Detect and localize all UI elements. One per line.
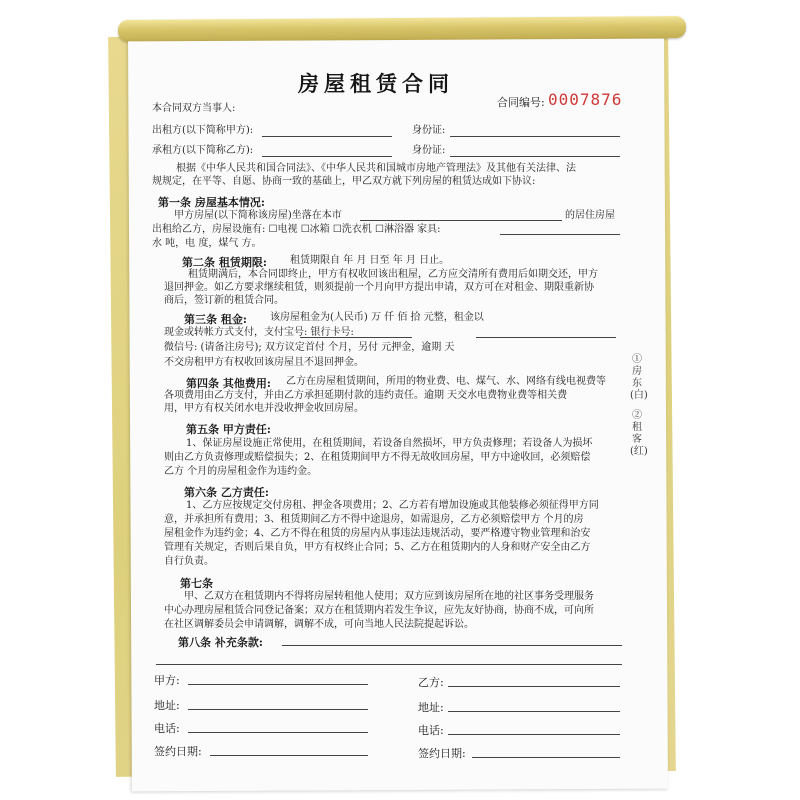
page-title: 房屋租赁合同 xyxy=(298,71,454,96)
art3-heading: 第三条 租金: xyxy=(184,313,247,326)
lessor-id-field[interactable] xyxy=(450,136,620,137)
art2-heading: 第二条 租赁期限: xyxy=(182,256,267,269)
art7-text: 在社区调解委员会申请调解，调解不成，可向当地人民法院提起诉讼。 xyxy=(164,619,474,630)
art3-text: 微信号: (请备注房号); 双方议定首付 个月，另付 元押金，逾期 天 xyxy=(164,342,455,353)
lessor-field[interactable] xyxy=(262,136,392,137)
art2-text: 租赁期限自 年 月 日至 年 月 日止。 xyxy=(290,255,450,266)
preamble-line: 规规定，在平等、自愿、协商一致的基础上，甲乙双方就下列房屋的租赁达成如下协议: xyxy=(152,176,536,187)
art3-text: 不交房租甲方有权收回该房屋且不退回押金。 xyxy=(164,357,364,368)
art7-text: 中心办理房屋租赁合同登记备案；双方在租赁期内若发生争议，应先友好协商，协商不成，可向所 xyxy=(164,605,594,616)
furniture-field[interactable] xyxy=(500,234,620,235)
art1-heading: 第一条 房屋基本情况: xyxy=(158,196,265,209)
art7-heading: 第七条 xyxy=(180,577,213,590)
art2-text: 退回押金。如乙方要求继续租赁，则须提前一个月向甲方提出申请，双方可在对租金、期限重新协 xyxy=(164,282,594,293)
party-a-date-field[interactable] xyxy=(210,755,368,756)
art1-text: 甲方房屋(以下简称该房屋)坐落在本市 xyxy=(174,210,342,221)
party-b-date-field[interactable] xyxy=(472,757,620,758)
party-b-field[interactable] xyxy=(448,686,620,687)
lessee-id-label: 身份证: xyxy=(412,145,446,156)
art7-text: 甲、乙双方在租赁期内不得将房屋转租他人使用；双方应到该房屋所在地的社区事务受理服务 xyxy=(184,591,594,602)
art8-heading: 第八条 补充条款: xyxy=(178,636,263,649)
parties-intro: 本合同双方当事人: xyxy=(152,103,236,114)
party-a-address-field[interactable] xyxy=(188,709,368,710)
art6-text: 管理有关规定，否则后果自负，甲方有权终止合同；5、乙方在租赁期内的人身和财产安全由乙方 xyxy=(164,542,591,553)
bank-card-field[interactable] xyxy=(476,337,616,338)
art1-text: 的居住房屋 xyxy=(565,210,615,221)
party-a-phone-field[interactable] xyxy=(188,732,368,733)
address-field[interactable] xyxy=(360,220,562,221)
party-a-address-label: 地址: xyxy=(154,699,180,712)
party-b-phone-label: 电话: xyxy=(418,724,444,737)
art5-text: 1、保证房屋设施正常使用，在租赁期间，若设备自然损坏，甲方负责修理；若设备人为损坏 xyxy=(186,438,593,449)
party-b-date-label: 签约日期: xyxy=(418,747,466,760)
party-a-phone-label: 电话: xyxy=(154,722,180,735)
art4-text: 用，甲方有权关闭水电并没收押金收回房屋。 xyxy=(164,403,364,414)
party-b-phone-field[interactable] xyxy=(448,734,620,735)
party-b-address-field[interactable] xyxy=(448,711,620,712)
art3-text: 现金或转帐方式支付，支付宝号: 银行卡号: xyxy=(164,327,354,338)
art6-heading: 第六条 乙方责任: xyxy=(184,486,269,499)
side-note-tenant: ②租客(红) xyxy=(630,410,648,457)
art5-heading: 第五条 甲方责任: xyxy=(186,423,271,436)
art6-text: 自行负责。 xyxy=(164,556,214,567)
party-b-address-label: 地址: xyxy=(418,701,444,714)
art3-text: 该房屋租金为(人民币) 万 仟 佰 拾 元整，租金以 xyxy=(270,312,484,323)
party-a-field[interactable] xyxy=(188,684,368,685)
supplement-field-2[interactable] xyxy=(156,664,622,665)
contract-no-label: 合同编号: xyxy=(497,96,545,109)
lessor-label: 出租方(以下简称甲方): xyxy=(152,125,254,136)
lessor-id-label: 身份证: xyxy=(412,125,446,136)
art4-text: 乙方在房屋租赁期间，所用的物业费、电、煤气、水、网络有线电视费等 xyxy=(286,376,606,387)
contract-no-value: 0007876 xyxy=(548,90,623,109)
party-b-label: 乙方: xyxy=(418,676,444,689)
art2-text: 租赁期满后，本合同即终止，甲方有权收回该出租屋，乙方应交清所有费用后如期交还，甲方 xyxy=(188,269,598,280)
lessee-label: 承租方(以下简称乙方): xyxy=(152,145,254,156)
art2-text: 商后，签订新的租赁合同。 xyxy=(164,295,284,306)
lessee-id-field[interactable] xyxy=(450,156,620,157)
side-note-landlord: ①房东(白) xyxy=(630,354,648,401)
party-a-date-label: 签约日期: xyxy=(154,745,202,758)
art5-text: 则由乙方负责修理或赔偿损失；2、在租赁期间甲方不得无故收回房屋，甲方中途收回，必须赔偿 xyxy=(164,452,591,463)
art1-text: 出租给乙方，房屋设施有: ☐电视 ☐冰箱 ☐洗衣机 ☐淋浴器 家具: xyxy=(152,224,441,235)
alipay-field[interactable] xyxy=(300,337,412,338)
art5-text: 乙方 个月的房屋租金作为违约金。 xyxy=(164,466,318,477)
supplement-field[interactable] xyxy=(282,645,622,646)
art4-text: 各项费用由乙方支付，并由乙方承担延期付款的违约责任。逾期 天交水电费物业费等相关费 xyxy=(164,390,568,401)
art1-text: 水 吨，电 度，煤气 方。 xyxy=(152,238,262,249)
art6-text: 1、乙方应按规定交付房租、押金各项费用；2、乙方若有增加设施或其他装修必须征得甲方同 xyxy=(186,500,599,511)
party-a-label: 甲方: xyxy=(154,674,180,687)
art4-heading: 第四条 其他费用: xyxy=(186,377,271,390)
art6-text: 屋租金作为违约金；4、乙方不得在租赁的房屋内从事违法违规活动，要严格遵守物业管理和治安 xyxy=(164,528,591,539)
lessee-field[interactable] xyxy=(262,156,392,157)
art6-text: 意，并承担所有费用；3、租赁期间乙方不得中途退房，如需退房，乙方必须赔偿甲方 个月的房 xyxy=(164,514,584,525)
preamble-line: 根据《中华人民共和国合同法》、《中华人民共和国城市房地产管理法》及其他有关法律、法 xyxy=(176,163,576,174)
